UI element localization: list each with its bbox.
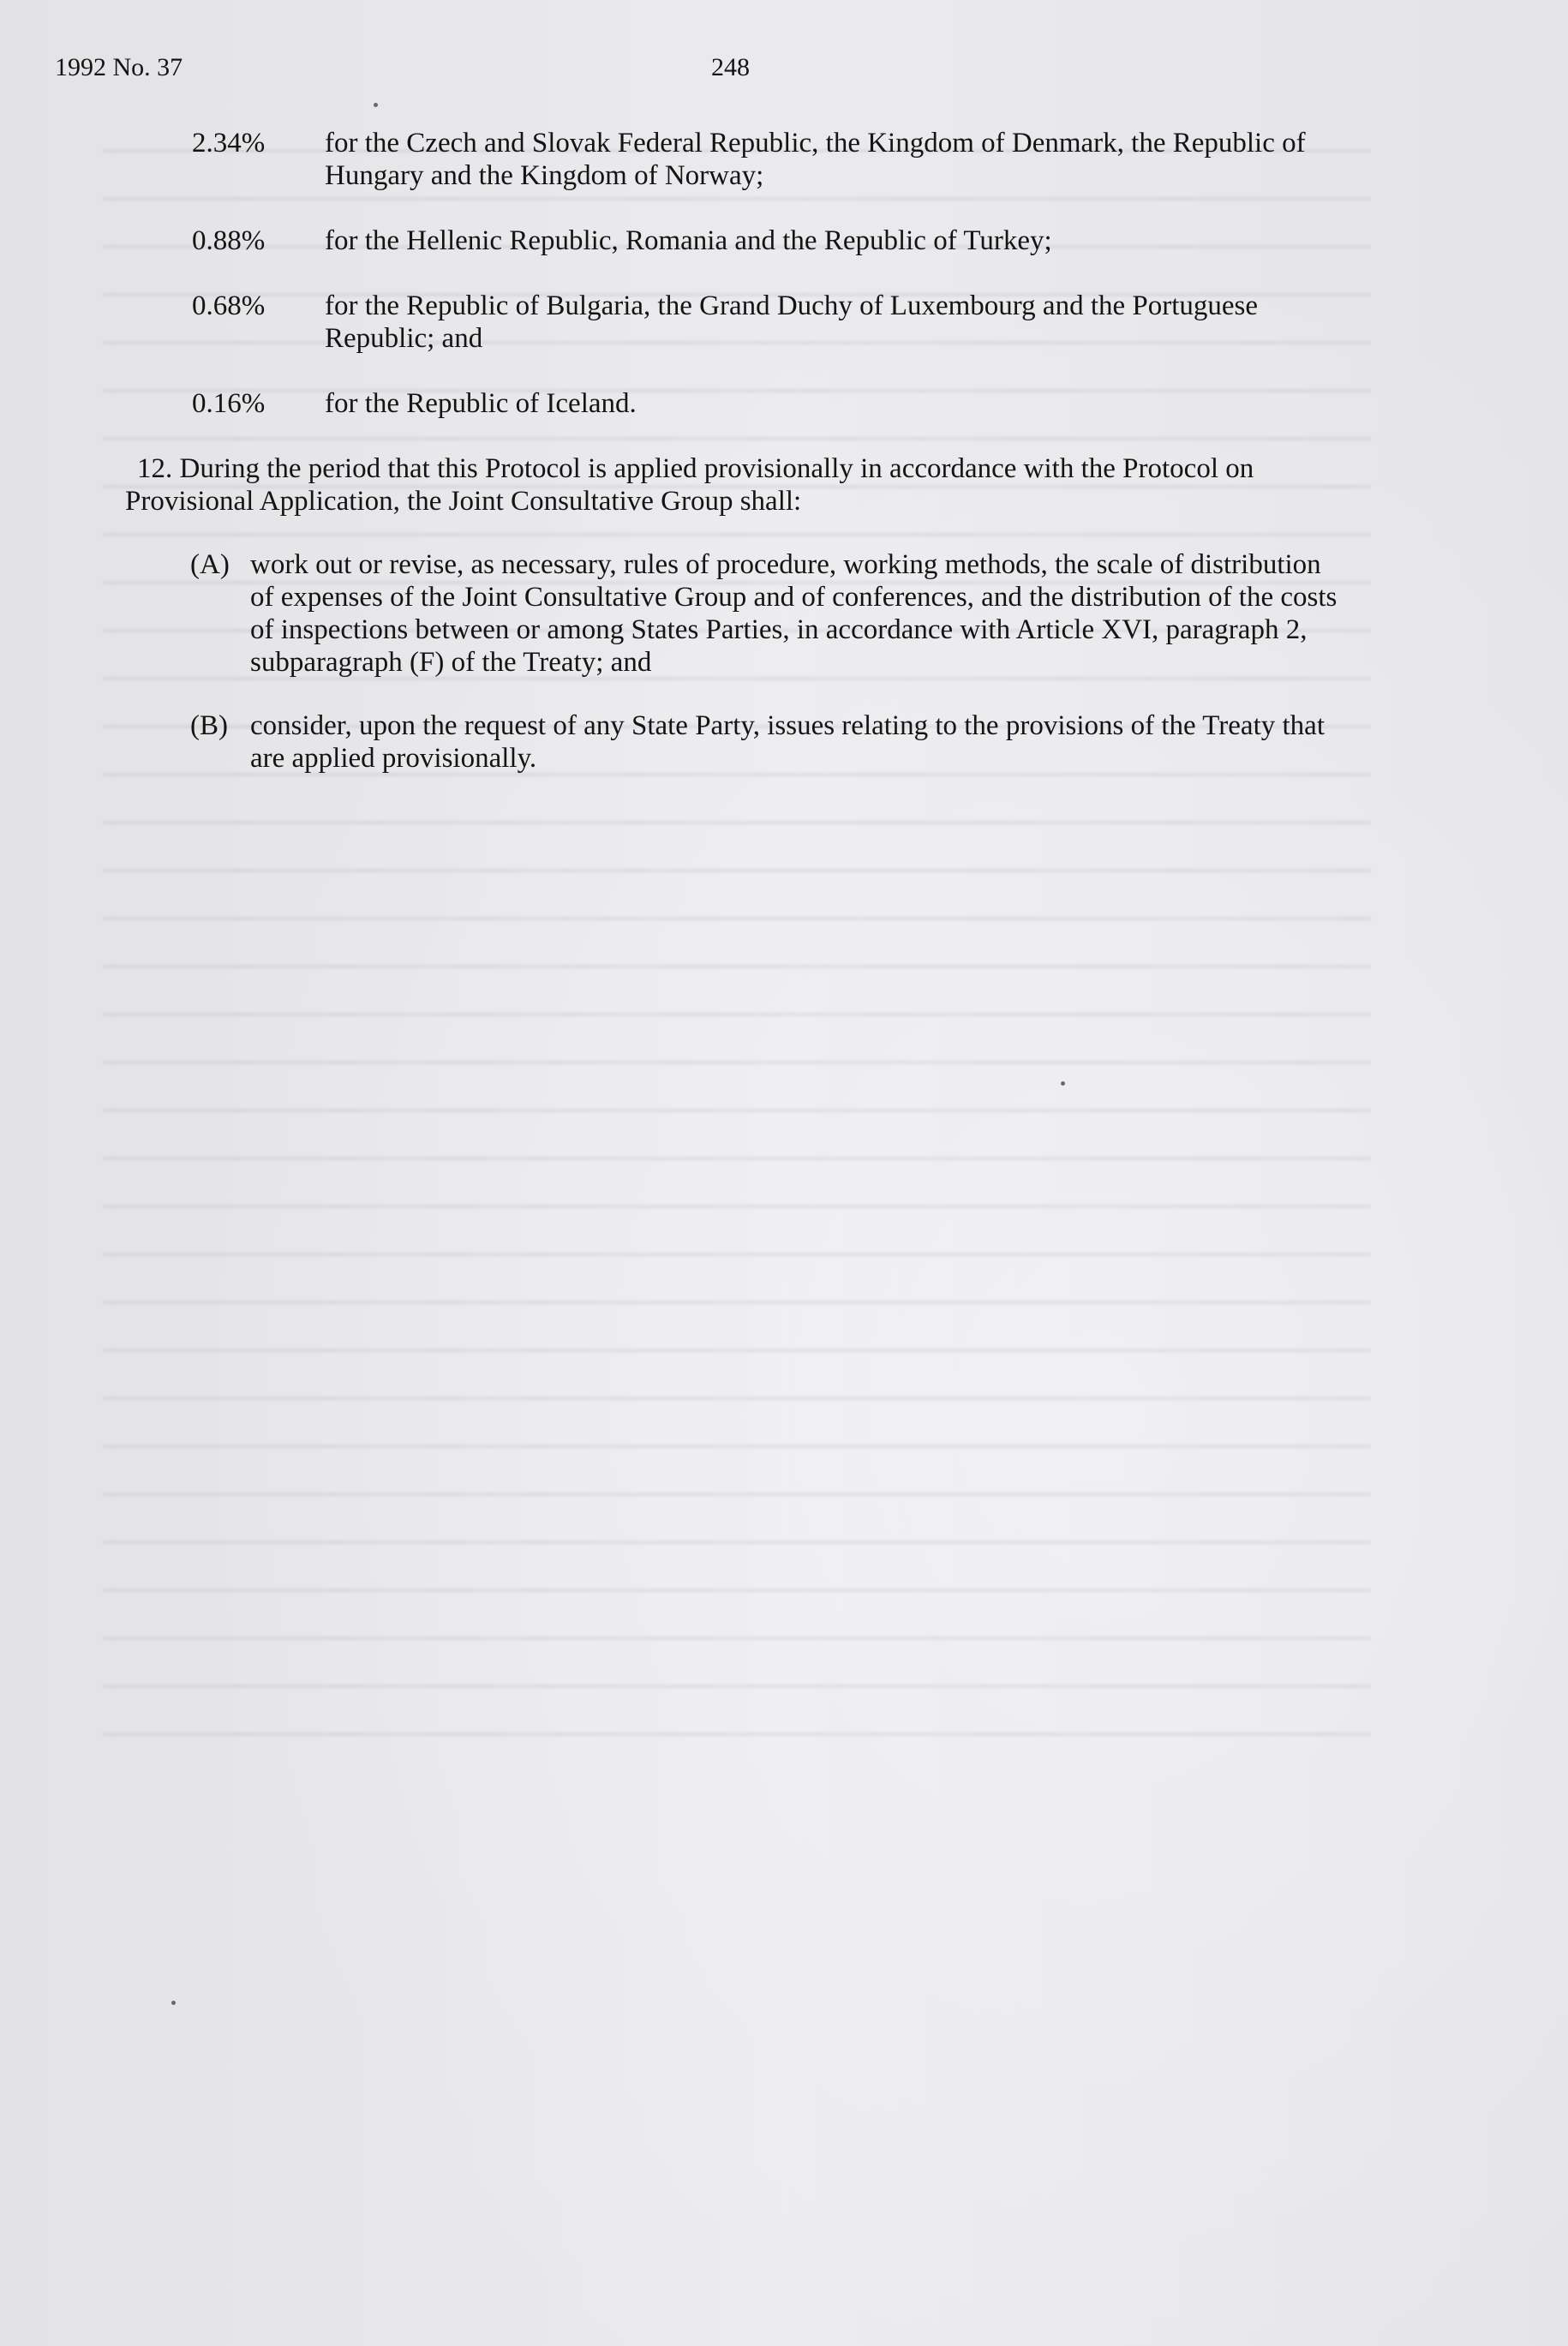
rate-description: for the Czech and Slovak Federal Republic, the Kingdom of Denmark, the Republic of Hungary and the Kingdom of Norway;: [325, 128, 1306, 191]
subparagraph-letter: (B): [190, 710, 228, 741]
rate-percent: 0.16%: [192, 388, 266, 419]
dust-speck: [374, 103, 378, 107]
rate-percent: 2.34%: [192, 128, 266, 159]
rate-list: [192, 127, 1391, 452]
page-number: 248: [711, 53, 750, 81]
subparagraph-b: [190, 709, 1356, 775]
subparagraph-text: consider, upon the request of any State Party, issues relating to the provisions of the Treaty that are applied provisionally.: [250, 710, 1325, 774]
subparagraph-text: work out or revise, as necessary, rules of procedure, working methods, the scale of distribution of expenses of the Joint Consultative Group and of conferences, and the distribution of the costs of inspections between or among States Parties, in accordance with Article XVI, paragraph 2, subparagraph (F) of the Treaty; and: [250, 549, 1338, 678]
dust-speck: [171, 2001, 176, 2005]
dust-speck: [1061, 1081, 1065, 1086]
rate-percent: 0.88%: [192, 225, 266, 256]
paragraph-12: [125, 452, 1376, 518]
paragraph-number: 12.: [137, 453, 173, 484]
subparagraph-list: [190, 548, 1356, 805]
paragraph-text: During the period that this Protocol is applied provisionally in accordance with the Protocol on Provisional Application, the Joint Consultative Group shall:: [125, 453, 1254, 517]
page-header: [0, 53, 1568, 87]
subparagraph-a: [190, 548, 1356, 679]
rate-description: for the Hellenic Republic, Romania and the Republic of Turkey;: [325, 225, 1052, 256]
rate-row: [192, 224, 1391, 257]
rate-row: [192, 127, 1391, 192]
rate-row: [192, 290, 1391, 355]
subparagraph-letter: (A): [190, 549, 230, 580]
rate-row: [192, 387, 1391, 420]
series-number: 1992 No. 37: [55, 53, 183, 81]
rate-percent: 0.68%: [192, 290, 266, 321]
rate-description: for the Republic of Bulgaria, the Grand Duchy of Luxembourg and the Portuguese Republic; and: [325, 290, 1259, 354]
rate-description: for the Republic of Iceland.: [325, 388, 637, 419]
